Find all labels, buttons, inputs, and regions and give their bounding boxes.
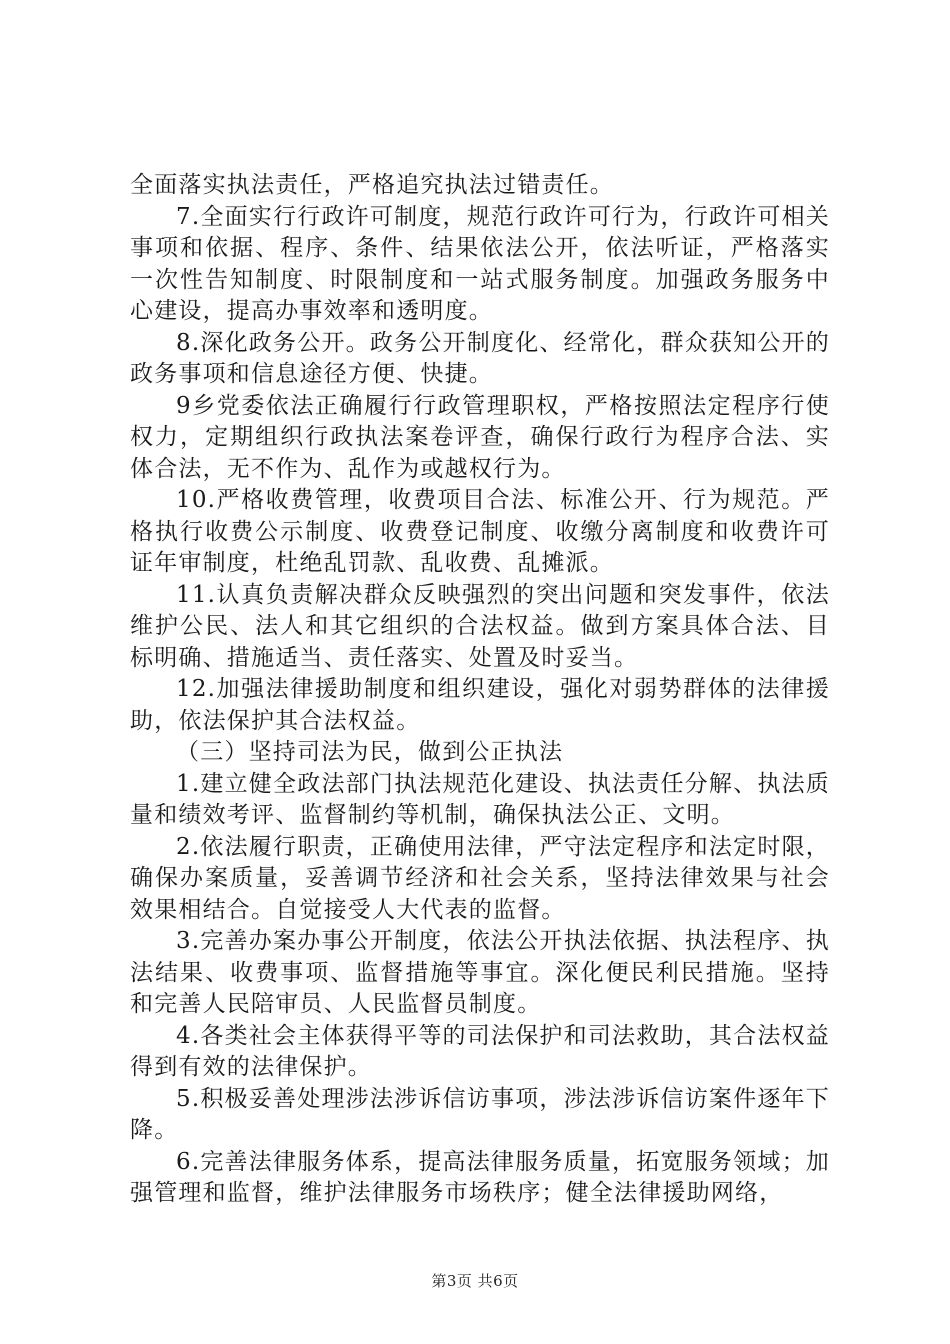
paragraph: 2.依法履行职责，正确使用法律，严守法定程序和法定时限，确保办案质量，妥善调节经济和社会关系，坚持法律效果与社会效果相结合。自觉接受人大代表的监督。 xyxy=(130,833,830,923)
paragraph: 1.建立健全政法部门执法规范化建设、执法责任分解、执法质量和绩效考评、监督制约等机制，确保执法公正、文明。 xyxy=(130,770,830,828)
document-body xyxy=(130,170,830,1210)
paragraph: 3.完善办案办事公开制度，依法公开执法依据、执法程序、执法结果、收费事项、监督措施等事宜。深化便民利民措施。坚持和完善人民陪审员、人民监督员制度。 xyxy=(130,928,830,1017)
paragraph: 12.加强法律援助制度和组织建设，强化对弱势群体的法律援助，依法保护其合法权益。 xyxy=(130,676,830,734)
paragraph: 5.积极妥善处理涉法涉诉信访事项，涉法涉诉信访案件逐年下降。 xyxy=(130,1085,830,1143)
paragraph: 6.完善法律服务体系，提高法律服务质量，拓宽服务领域；加强管理和监督，维护法律服务市场秩序；健全法律援助网络， xyxy=(130,1148,830,1206)
paragraph: 4.各类社会主体获得平等的司法保护和司法救助，其合法权益得到有效的法律保护。 xyxy=(130,1022,830,1080)
paragraph: 10.严格收费管理，收费项目合法、标准公开、行为规范。严格执行收费公示制度、收费登记制度、收缴分离制度和收费许可证年审制度，杜绝乱罚款、乱收费、乱摊派。 xyxy=(130,487,830,576)
paragraph: 8.深化政务公开。政务公开制度化、经常化，群众获知公开的政务事项和信息途径方便、快捷。 xyxy=(130,329,830,387)
paragraph: 全面落实执法责任，严格追究执法过错责任。 xyxy=(130,172,614,198)
paragraph: 7.全面实行行政许可制度，规范行政许可行为，行政许可相关事项和依据、程序、条件、结果依法公开，依法听证，严格落实一次性告知制度、时限制度和一站式服务制度。加强政务服务中心建设，提高办事效率和透明度。 xyxy=(130,203,830,324)
page-number-footer: 第3页 共6页 xyxy=(431,1272,519,1290)
paragraph: 11.认真负责解决群众反映强烈的突出问题和突发事件，依法维护公民、法人和其它组织的合法权益。做到方案具体合法、目标明确、措施适当、责任落实、处置及时妥当。 xyxy=(130,581,830,671)
section-heading: （三）坚持司法为民，做到公正执法 xyxy=(176,739,564,765)
paragraph: 9乡党委依法正确履行行政管理职权，严格按照法定程序行使权力，定期组织行政执法案卷评查，确保行政行为程序合法、实体合法，无不作为、乱作为或越权行为。 xyxy=(130,392,830,482)
